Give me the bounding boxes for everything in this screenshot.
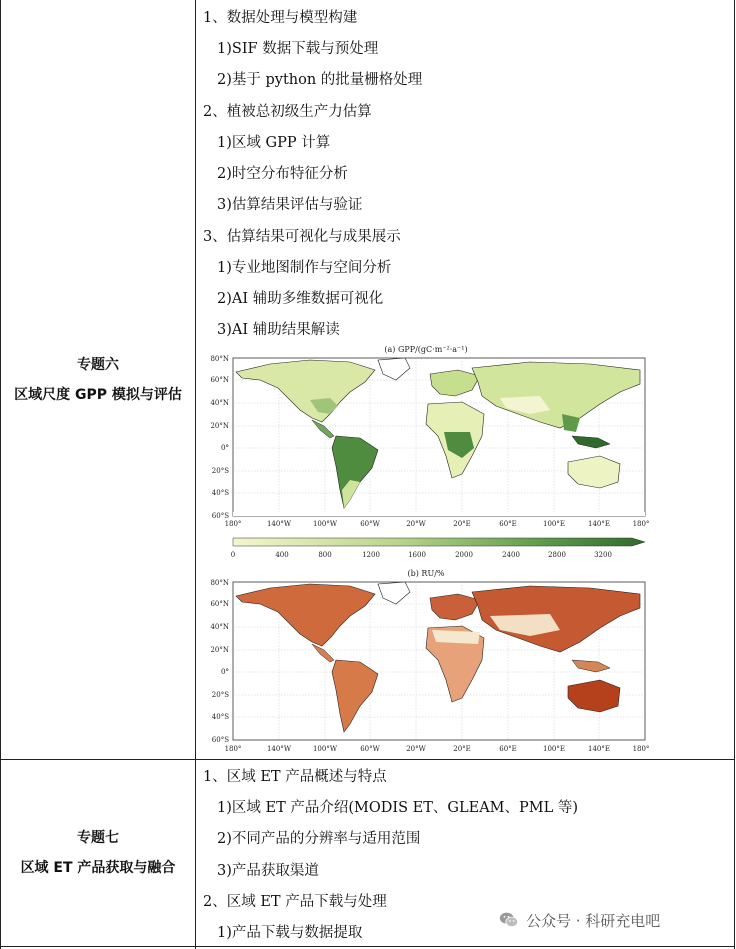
colorbar-tick: 1200 [362, 551, 380, 559]
outline-item: 1)专业地图制作与空间分析 [217, 260, 392, 276]
ru-map-panel [210, 569, 649, 753]
lon-label: 20°W [406, 745, 426, 753]
table-border-bottom [0, 946, 735, 947]
lat-label: 20°N [210, 646, 229, 654]
colorbar-tick: 3200 [594, 551, 612, 559]
gpp-map-lat-labels [210, 355, 229, 520]
lon-label: 20°E [453, 745, 471, 753]
outline-item: 2)不同产品的分辨率与适用范围 [217, 831, 421, 847]
lat-label: 60°S [211, 512, 229, 520]
ru-map-title: (b) RU/% [407, 569, 445, 578]
lat-label: 60°N [210, 600, 229, 608]
lon-label: 180° [224, 745, 242, 753]
topic-number: 专题七 [77, 830, 119, 846]
lon-label: 60°W [360, 520, 380, 528]
lon-label: 60°E [499, 745, 517, 753]
outline-item: 2、植被总初级生产力估算 [203, 104, 372, 120]
colorbar-tick: 400 [275, 551, 289, 559]
lon-label: 100°E [543, 520, 565, 528]
lat-label: 40°N [210, 399, 229, 407]
lon-label: 140°E [588, 745, 610, 753]
topic-number: 专题六 [77, 356, 119, 373]
lon-label: 60°W [360, 745, 380, 753]
lon-label: 180° [632, 520, 650, 528]
lat-label: 40°N [210, 623, 229, 631]
outline-item: 1)区域 ET 产品介绍(MODIS ET、GLEAM、PML 等) [217, 800, 579, 816]
lon-label: 140°W [266, 745, 292, 753]
table-border-right [734, 0, 735, 949]
colorbar-tick: 0 [230, 551, 236, 559]
lat-label: 20°N [210, 422, 229, 430]
lat-label: 20°S [211, 691, 229, 699]
outline-item: 1)产品下载与数据提取 [217, 925, 363, 941]
outline-item: 3)估算结果评估与验证 [217, 197, 363, 213]
gpp-map-lon-labels [225, 520, 650, 528]
lon-label: 180° [632, 745, 650, 753]
outline-item: 1)SIF 数据下载与预处理 [217, 41, 379, 57]
lon-label: 180° [224, 520, 242, 528]
topic-six-title-cell [1, 0, 195, 759]
lon-label: 140°W [266, 520, 292, 528]
lon-label: 20°E [453, 520, 471, 528]
lat-label: 80°N [210, 355, 229, 363]
gpp-colorbar [231, 538, 645, 559]
topic-seven-title-cell [1, 760, 195, 946]
lat-label: 0° [221, 444, 229, 452]
ru-map-lon-labels [225, 745, 650, 753]
colorbar-tick: 800 [318, 551, 332, 559]
outline-item: 3)AI 辅助结果解读 [217, 322, 340, 338]
outline-item: 1、区域 ET 产品概述与特点 [203, 769, 387, 785]
outline-item: 2)AI 辅助多维数据可视化 [217, 291, 384, 307]
wechat-watermark [498, 906, 728, 934]
column-divider [195, 0, 196, 949]
lon-label: 60°E [499, 520, 517, 528]
lon-label: 100°E [543, 745, 565, 753]
colorbar-tick: 2400 [502, 551, 520, 559]
lat-label: 40°S [211, 489, 229, 497]
outline-item: 3)产品获取渠道 [217, 863, 319, 879]
gpp-map-title: (a) GPP/(gC·m⁻²·a⁻¹) [384, 345, 468, 354]
colorbar-tick: 2800 [548, 551, 566, 559]
outline-item: 3、估算结果可视化与成果展示 [203, 229, 401, 245]
outline-item: 2)基于 python 的批量栅格处理 [217, 72, 423, 88]
topic-title: 区域尺度 GPP 模拟与评估 [14, 386, 182, 403]
lat-label: 60°N [210, 376, 229, 384]
ru-map-lat-labels [210, 579, 229, 744]
colorbar-tick: 2000 [455, 551, 473, 559]
lat-label: 40°S [211, 713, 229, 721]
outline-item: 1)区域 GPP 计算 [217, 135, 331, 151]
lat-label: 60°S [211, 736, 229, 744]
lon-label: 100°W [312, 520, 338, 528]
colorbar-tick: 1600 [408, 551, 426, 559]
topic-title: 区域 ET 产品获取与融合 [20, 860, 176, 876]
wechat-icon [498, 909, 520, 931]
lat-label: 0° [221, 668, 229, 676]
lat-label: 20°S [211, 467, 229, 475]
lat-label: 80°N [210, 579, 229, 587]
gpp-map-panel [210, 345, 649, 528]
lon-label: 100°W [312, 745, 338, 753]
outline-item: 2)时空分布特征分析 [217, 166, 348, 182]
lon-label: 20°W [406, 520, 426, 528]
lon-label: 140°E [588, 520, 610, 528]
outline-item: 2、区域 ET 产品下载与处理 [203, 894, 387, 910]
outline-item: 1、数据处理与模型构建 [203, 10, 358, 26]
gpp-ru-world-maps-figure [200, 340, 656, 756]
watermark-text: 公众号 · 科研充电吧 [526, 911, 661, 930]
